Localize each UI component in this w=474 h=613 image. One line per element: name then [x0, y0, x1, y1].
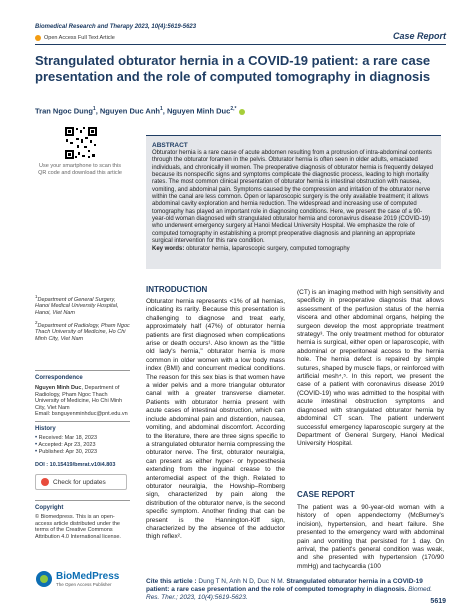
citation-label: Cite this article : — [146, 578, 197, 585]
open-access-icon — [35, 35, 41, 41]
correspondence-heading: Correspondence — [35, 375, 83, 381]
correspondence-name: Nguyen Minh Duc — [35, 385, 82, 391]
correspondence-address: , Department of Radiology, Pham Ngoc Thach University of Medicine, Ho Chi Minh City, Viet Nam — [35, 385, 123, 411]
header-divider — [35, 44, 446, 45]
qr-caption: Use your smartphone to scan this QR code and download this article — [38, 163, 122, 176]
history-received: • Received: Mar 18, 2023 — [35, 435, 98, 441]
open-access-label: Open Access Full Text Article — [44, 35, 115, 41]
sidebar-divider — [35, 500, 130, 501]
affiliation-2-num: 2 — [35, 320, 38, 325]
author-3-affil: 2,* — [230, 106, 237, 112]
author-2[interactable]: Nguyen Duc Anh — [99, 106, 161, 116]
page-number: 5619 — [430, 598, 446, 605]
history-accepted: • Accepted: Apr 23, 2023 — [35, 442, 96, 449]
abstract-text: Obturator hernia is a rare cause of acute abdomen resulting from a protrusion of intra-abdominal contents through the obturator foramen in the pelvis. Obturator hernia is often seen in older adults, emaciated individuals, and chronically ill women. The preoperative diagnosis of obturator hernia is frequently delayed because its nonspecific signs and symptoms complicate the diagnostic process, leading to high mortality rates. The most common clinical presentation of obturator hernia is intestinal obstruction with nausea, vomiting, and abdominal pain. Symptoms caused by the compression and irritation of the obturator nerve within the canal are less common. Open or laparoscopic surgery is the only available treatment; it allows abdominal cavity exploration and hernia reduction. The widespread and increasing use of computed tomography has played an important role in diagnosing conditions. Here, we present the case of a 90-year-old woman diagnosed with strangulated obturator hernia and coronavirus disease 2019 (COVID-19) who underwent emergency surgery at Hanoi Medical University Hospital. We emphasize the role of computed tomography in establishing a prompt preoperative diagnosis and planning an appropriate surgical intervention for this rare condition. — [152, 150, 434, 245]
introduction-text-col1: Obturator hernia represents <1% of all hernias, indicating its rarity. Because this presentation is challenging to diagnose and treat early, approximately half (47%) of obturator hernia patients are first diagnosed when complications arise or death occurs¹. Also known as the "little old lady's hernia," obturator hernia is more common in older women with a low body mass index (BMI) and concurrent medical conditions. The reason for this sex bias is that women have a wider pelvis and a more triangular obturator canal with a greater transverse diameter. Patients with obturator hernia present with acute cases of intestinal obstruction, which can include abdominal pain and distention, nausea, vomiting, and abdominal discomfort. According to the literature, there are three signs specific to a strangulated obturator hernia compressing the obturator nerve. The first, obturator neuralgia, can present as either hyper- or hypoesthesia extending from the inguinal crease to the anteromedial aspect of the thigh. Related to obturator neuralgia, the Howship–Romberg sign, characterized by pain along the distribution of the obturator nerve, is the second specific symptom. Another finding that can be present is the Hannington-Kiff sign, characterized by the absence of the adductor thigh reflex². — [146, 298, 285, 541]
correspondence-text — [35, 385, 130, 418]
article-title: Strangulated obturator hernia in a COVID-19 patient: a rare case presentation and the role of computed tomography in diagnosis — [35, 53, 431, 84]
affiliation-1 — [35, 294, 130, 317]
keywords — [152, 246, 435, 253]
abstract-heading: ABSTRACT — [152, 142, 188, 149]
copyright-heading: Copyright — [35, 505, 64, 511]
sidebar-divider — [35, 370, 130, 371]
citation-authors: Dung T N, Anh N D, Duc N M. — [198, 578, 285, 585]
introduction-heading: INTRODUCTION — [146, 285, 208, 294]
bullet-icon: • — [35, 449, 38, 456]
check-updates-icon — [41, 478, 49, 486]
author-1[interactable]: Tran Ngoc Dung — [35, 106, 93, 116]
author-3[interactable]: Nguyen Minh Duc — [166, 106, 231, 116]
author-2-affil: 1 — [160, 106, 163, 112]
article-type: Case Report — [392, 31, 446, 41]
publisher-name: BioMedPress — [56, 570, 120, 582]
journal-line: Biomedical Research and Therapy 2023, 10(4):5619-5623 — [35, 24, 197, 30]
check-updates-label: Check for updates — [53, 478, 106, 486]
check-updates-button[interactable] — [35, 474, 127, 490]
citation — [146, 578, 446, 602]
biomedpress-logo-icon — [35, 570, 53, 588]
doi-label: DOI : — [35, 462, 49, 468]
publisher-logo — [35, 570, 119, 588]
bullet-icon: • — [35, 442, 38, 449]
open-access-line — [35, 35, 115, 41]
affiliation-1-num: 1 — [35, 294, 38, 299]
publisher-tagline: The Open Access Publisher — [56, 581, 112, 587]
qr-code-icon[interactable] — [64, 126, 98, 160]
keywords-label: Key words: — [152, 246, 185, 253]
history-heading: History — [35, 426, 56, 432]
orcid-icon[interactable] — [239, 109, 245, 115]
sidebar-divider — [35, 421, 130, 422]
citation-source: Biomed. Res. Ther.; 2023, 10(4):5619-5623. — [146, 586, 433, 601]
abstract-box — [146, 135, 441, 269]
history-published: • Published: Apr 30, 2023 — [35, 449, 98, 456]
keywords-text: obturator hernia, laparoscopic surgery, computed tomography — [186, 246, 350, 253]
author-list: Tran Ngoc Dung$^1$, Nguyen Duc Anh$^1$, Nguyen Minh Duc$^{2,*}$ — [35, 106, 245, 116]
case-report-heading: CASE REPORT — [297, 490, 355, 499]
doi-line — [35, 462, 130, 469]
affiliation-2-text: Department of Radiology, Pham Ngoc Thach University of Medicine, Ho Chi Minh City, Viet Nam — [35, 322, 130, 343]
copyright-text: © Biomedpress. This is an open-access article distributed under the terms of the Creative Commons Attribution 4.0 International license. — [35, 514, 121, 540]
author-1-affil: 1 — [92, 106, 96, 112]
affiliation-2 — [35, 320, 130, 343]
doi-link[interactable]: 10.15419/bmrat.v10i4.803 — [49, 462, 116, 468]
history-list — [35, 435, 130, 457]
citation-title: Strangulated obturator hernia in a COVID-19 patient: a rare case presentation and the role of computed tomography in diagnosis. — [146, 578, 423, 593]
case-report-text: The patient was a 90-year-old woman with a history of open appendectomy (McBurney's incision), hypertension, and heart failure. She presented to the emergency ward with abdominal pain and vomiting that persisted for 1 day. On arrival, the patient's general condition was weak, and she presented with hypertension (170/90 mmHg) and tachycardia (100 — [297, 504, 444, 570]
correspondence-email[interactable]: Email: bsnguyenminhduc@pnt.edu.vn — [35, 411, 128, 418]
introduction-text-col2: (CT) is an imaging method with high sensitivity and specificity in preoperative diagnosis that allows assessment of the perfusion status of the hernia viscera and other abdominal organs, helping the surgeon develop the most appropriate treatment strategy³. The only treatment method for obturator hernia is surgical, either open or laparoscopic, with abdominal or preperitoneal access to the hernia hole. The hernia defect is repaired by simple sutures, shaped by muscle flaps, or reinforced with artificial mesh⁴,⁵. In this report, we present the case of a patient with coronavirus disease 2019 (COVID-19) who was admitted to the hospital with acute intestinal obstruction symptoms and diagnosed with strangulated obturator hernia by abdominal CT scan. The patient underwent successful emergency laparoscopic surgery at the Department of General Surgery, Hanoi Medical University Hospital. — [297, 289, 444, 448]
affiliation-1-text: Department of General Surgery, Hanoi Medical University Hospital, Hanoi, Viet Nam — [35, 296, 119, 317]
bullet-icon: • — [35, 435, 38, 441]
